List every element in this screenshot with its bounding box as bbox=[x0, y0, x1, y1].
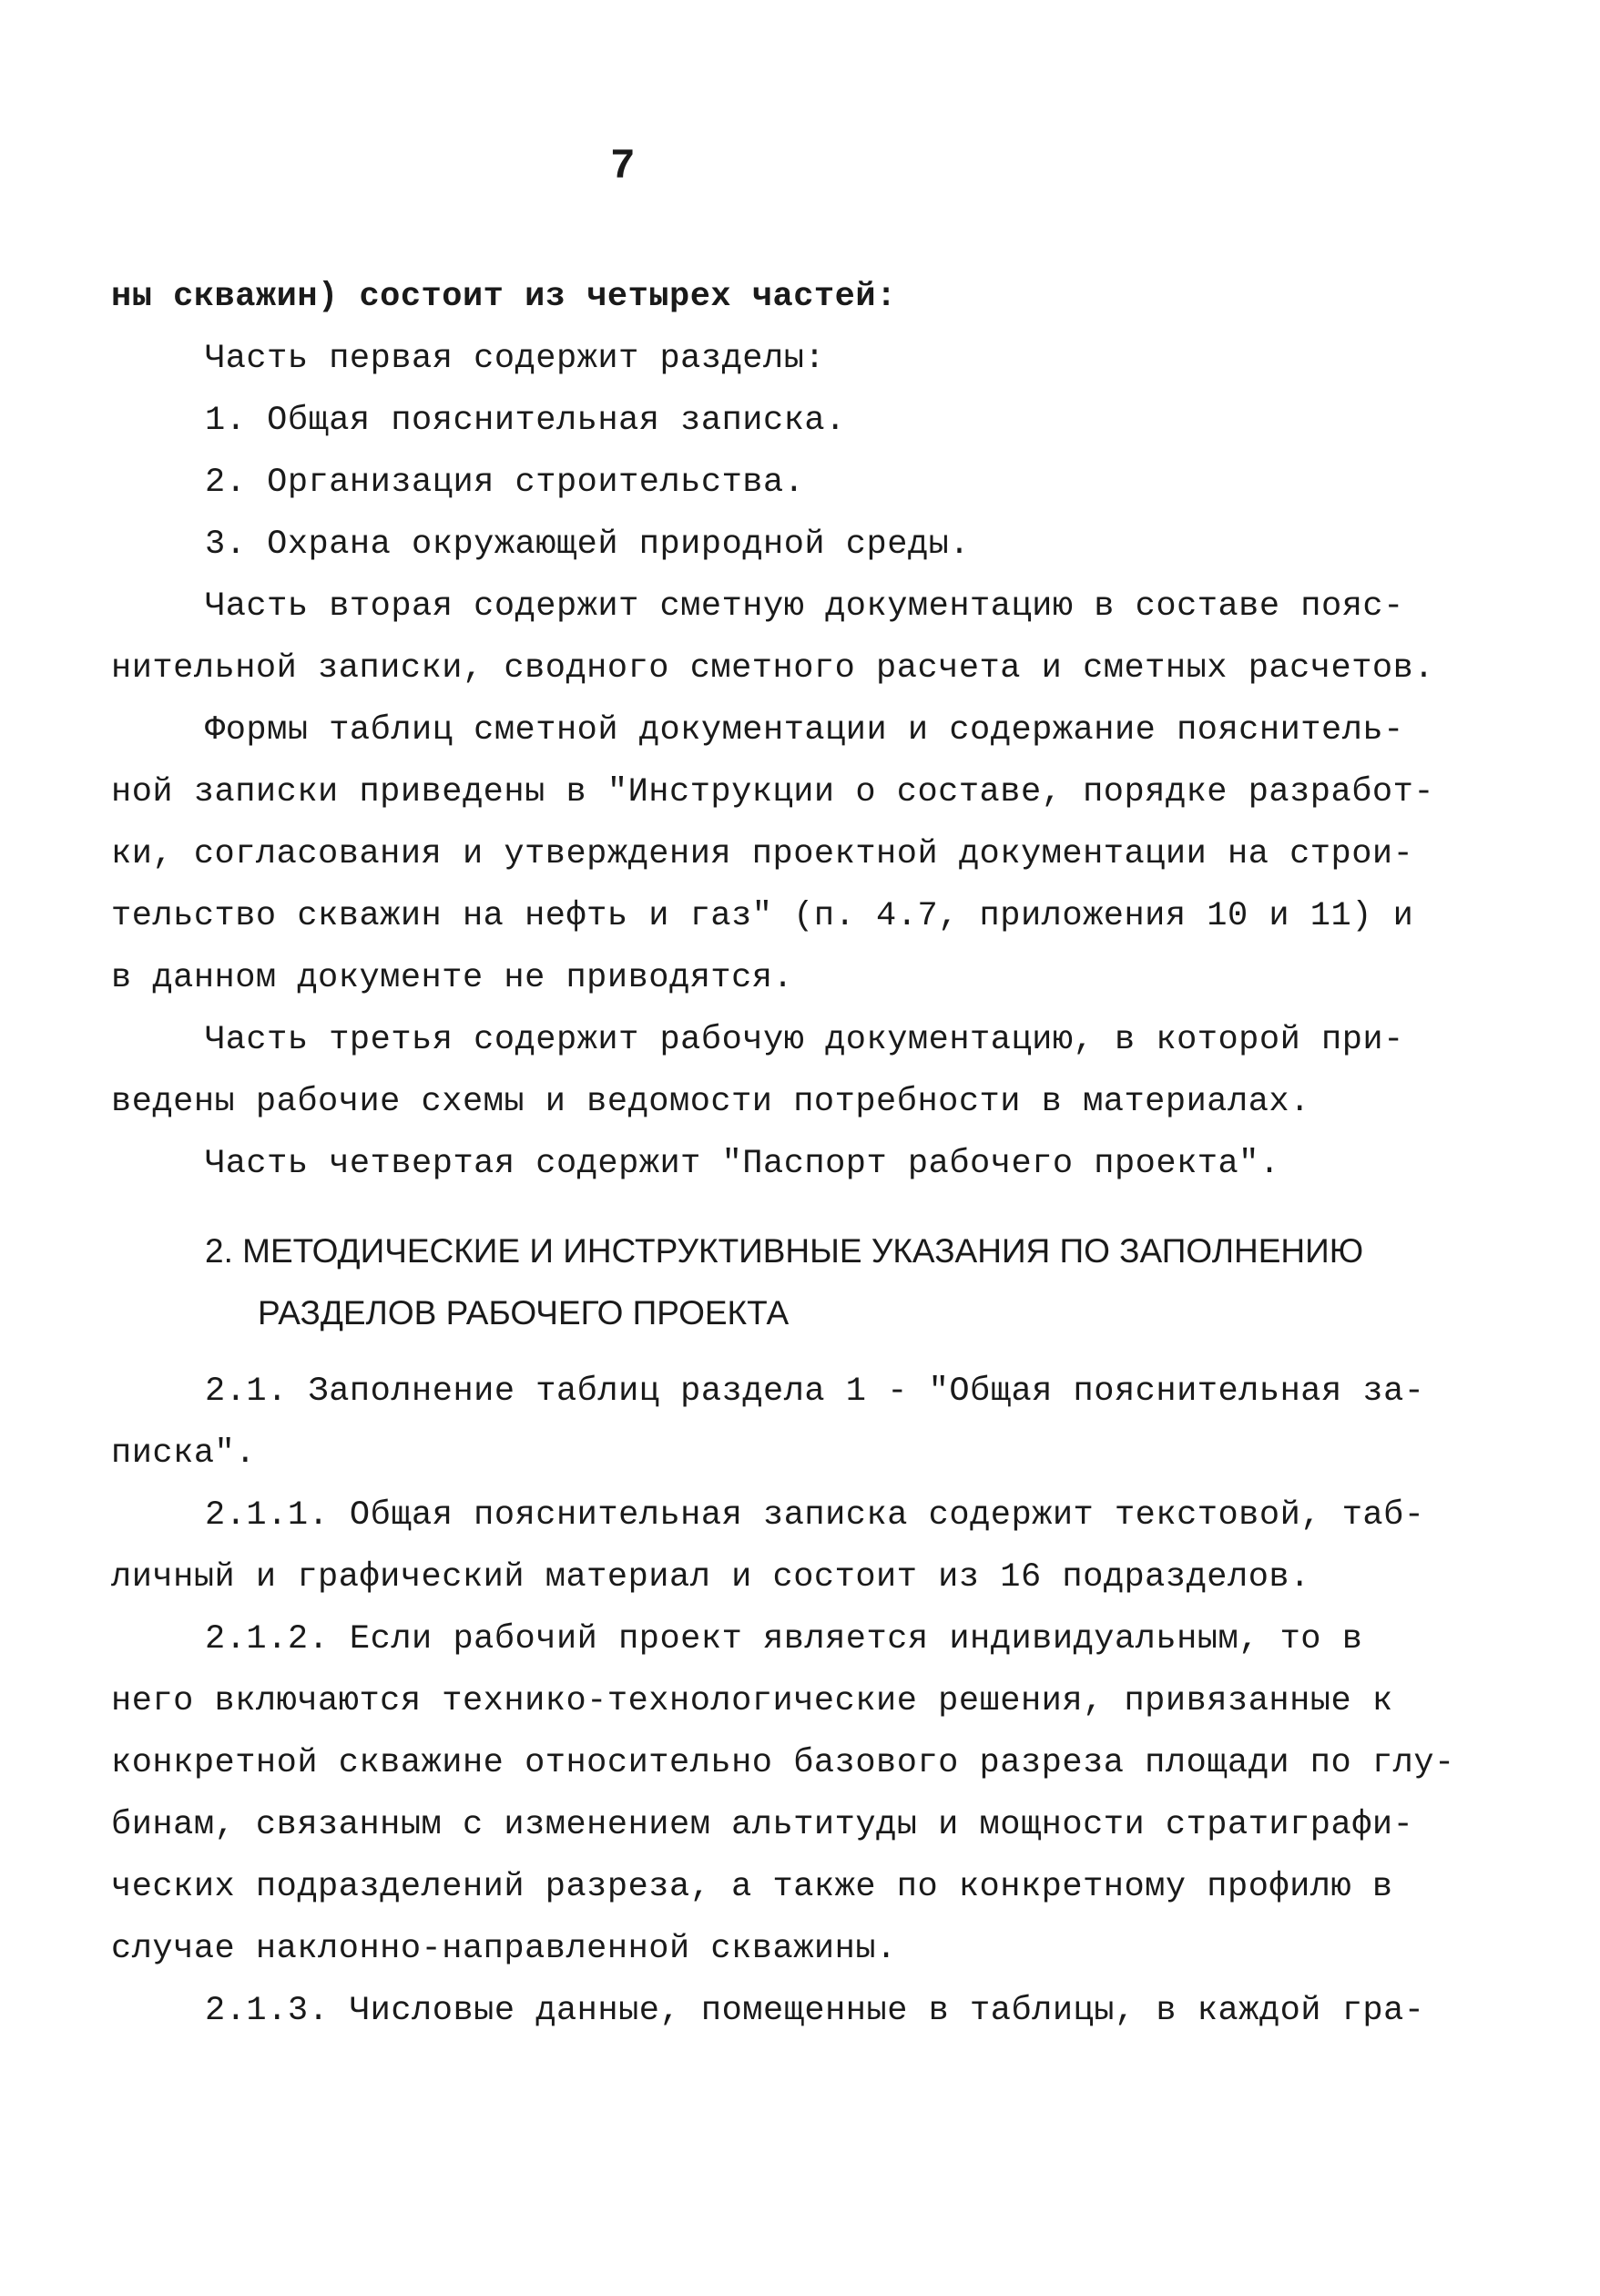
text-line: нительной записки, сводного сметного расчета и сметных расчетов. bbox=[111, 649, 1435, 688]
text-line: писка". bbox=[111, 1434, 256, 1473]
text-line: ведены рабочие схемы и ведомости потребности в материалах. bbox=[111, 1083, 1310, 1121]
text-line: 2.1.1. Общая пояснительная записка содержит текстовой, таб- bbox=[205, 1496, 1425, 1535]
text-line: Часть вторая содержит сметную документацию в составе пояс- bbox=[205, 587, 1404, 626]
text-line: ной записки приведены в "Инструкции о составе, порядке разработ- bbox=[111, 773, 1435, 811]
text-line: ческих подразделений разреза, а также по конкретному профилю в bbox=[111, 1868, 1393, 1906]
text-line: ны скважин) состоит из четырех частей: bbox=[111, 278, 897, 316]
text-line: 2.1.3. Числовые данные, помещенные в таблицы, в каждой гра- bbox=[205, 1992, 1425, 2030]
text-line: в данном документе не приводятся. bbox=[111, 959, 794, 997]
text-line: Формы таблиц сметной документации и содержание пояснитель- bbox=[205, 711, 1404, 750]
section-heading: 2. МЕТОДИЧЕСКИЕ И ИНСТРУКТИВНЫЕ УКАЗАНИЯ ПО ЗАПОЛНЕНИЮ bbox=[205, 1232, 1364, 1270]
text-line: бинам, связанным с изменением альтитуды и мощности стратиграфи- bbox=[111, 1806, 1414, 1844]
text-line: ки, согласования и утверждения проектной документации на строи- bbox=[111, 835, 1414, 873]
text-line: него включаются технико-технологические решения, привязанные к bbox=[111, 1682, 1393, 1720]
text-line: Часть четвертая содержит "Паспорт рабочего проекта". bbox=[205, 1145, 1280, 1183]
text-line: 2.1.2. Если рабочий проект является индивидуальным, то в bbox=[205, 1620, 1363, 1658]
text-line: случае наклонно-направленной скважины. bbox=[111, 1930, 897, 1968]
section-heading: РАЗДЕЛОВ РАБОЧЕГО ПРОЕКТА bbox=[258, 1294, 790, 1332]
list-item: 2. Организация строительства. bbox=[205, 464, 805, 502]
text-line: Часть первая содержит разделы: bbox=[205, 340, 826, 378]
text-line: 2.1. Заполнение таблиц раздела 1 - "Общая пояснительная за- bbox=[205, 1372, 1425, 1411]
text-line: тельство скважин на нефть и газ" (п. 4.7, приложения 10 и 11) и bbox=[111, 897, 1414, 935]
text-line: Часть третья содержит рабочую документацию, в которой при- bbox=[205, 1021, 1404, 1059]
list-item: 1. Общая пояснительная записка. bbox=[205, 402, 846, 440]
page-number: 7 bbox=[610, 143, 636, 190]
text-line: личный и графический материал и состоит из 16 подразделов. bbox=[111, 1558, 1310, 1597]
text-line: конкретной скважине относительно базового разреза площади по глу- bbox=[111, 1744, 1455, 1782]
list-item: 3. Охрана окружающей природной среды. bbox=[205, 526, 971, 564]
